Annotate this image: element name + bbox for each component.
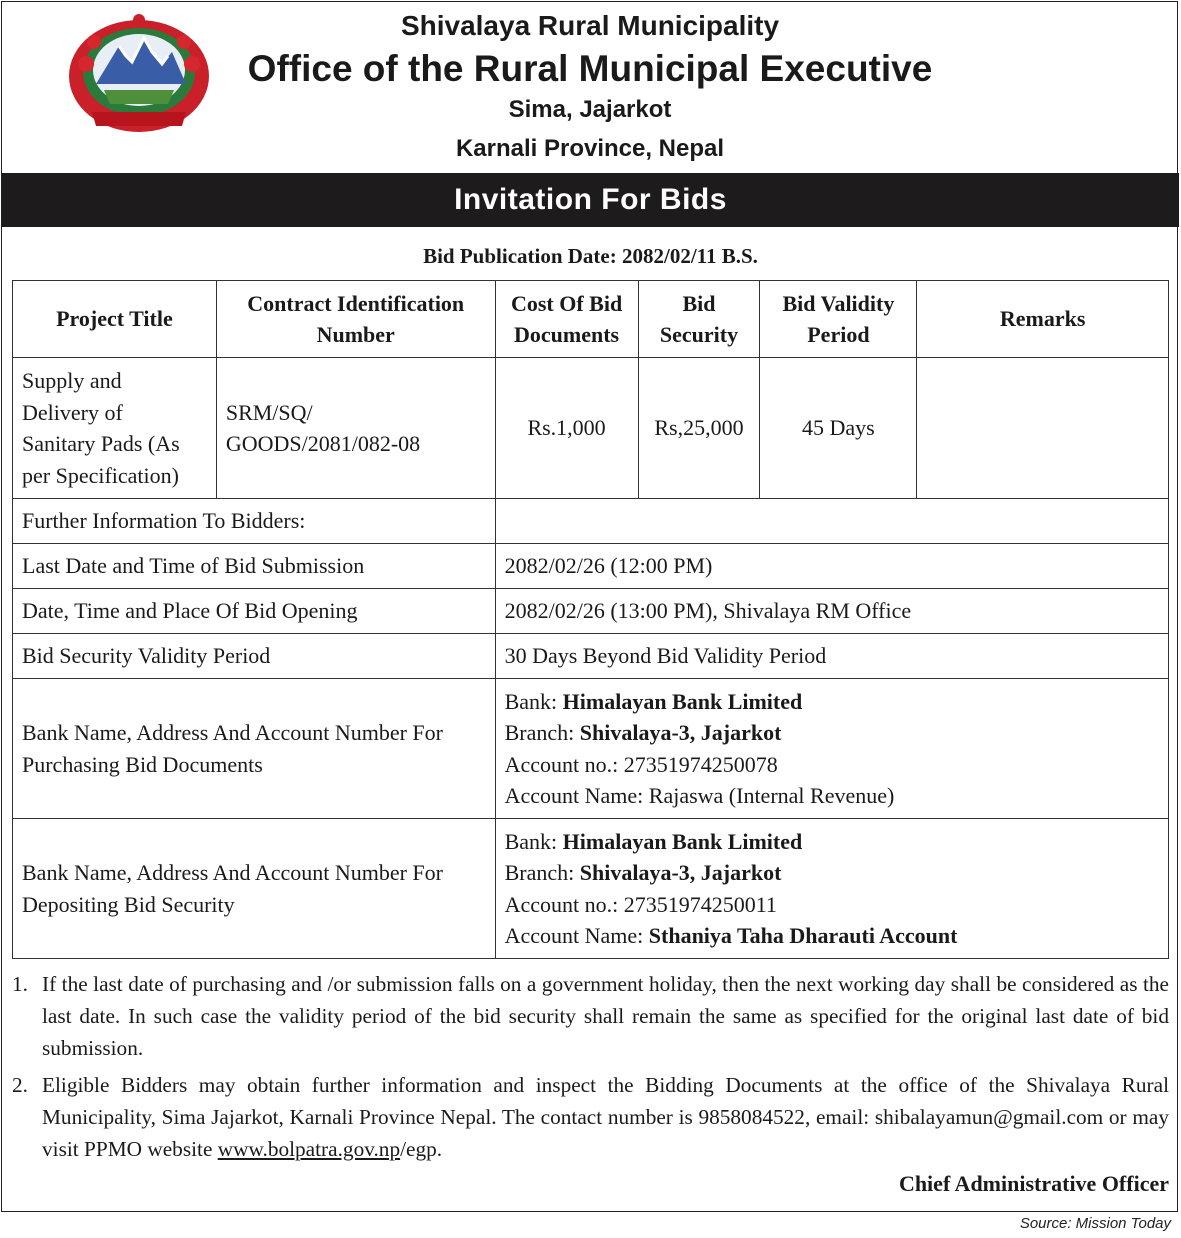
security-validity-label: Bid Security Validity Period [13, 634, 496, 679]
notice-title: Invitation For Bids [454, 183, 727, 216]
header-project-title: Project Title [13, 281, 217, 358]
purchase-bank-label: Bank Name, Address And Account Number For Purchasing Bid Documents [13, 679, 496, 819]
table-row [13, 544, 1169, 589]
table-row [13, 358, 1169, 499]
cell-bid-validity: 45 Days [760, 358, 917, 499]
opening-label: Date, Time and Place Of Bid Opening [13, 589, 496, 634]
bid-table [12, 280, 1169, 959]
cell-cost: Rs.1,000 [495, 358, 638, 499]
cell-remarks [917, 358, 1169, 499]
deposit-bank-label: Bank Name, Address And Account Number For Depositing Bid Security [13, 819, 496, 959]
table-row [13, 499, 1169, 544]
office-province: Karnali Province, Nepal [455, 135, 725, 162]
source-credit: Source: Mission Today [1019, 1215, 1171, 1232]
signatory: Chief Administrative Officer [898, 1171, 1169, 1196]
further-info-label: Further Information To Bidders: [13, 499, 496, 544]
office-title: Office of the Rural Municipal Executive [247, 48, 933, 89]
table-row [13, 589, 1169, 634]
opening-value: 2082/02/26 (13:00 PM), Shivalaya RM Office [495, 589, 1168, 634]
notes-list [12, 968, 1169, 1170]
table-row [13, 819, 1169, 959]
purchase-bank-details: Bank: Himalayan Bank Limited Branch: Shivalaya-3, Jajarkot Account no.: 27351974250078 Account Name: Rajaswa (Internal Revenue) [495, 679, 1168, 819]
publication-date: Bid Publication Date: 2082/02/11 B.S. [423, 244, 758, 268]
list-item: 1. If the last date of purchasing and /or submission falls on a government holiday, then the next working day shall be considered as the last date. In such case the validity period of the bid security shall remain the same as specified for the original last date of bid submission. [12, 972, 1169, 1060]
table-header-row [13, 281, 1169, 358]
further-info-value [495, 499, 1168, 544]
header-contract-id: Contract Identification Number [216, 281, 495, 358]
header-remarks: Remarks [917, 281, 1169, 358]
table-row [13, 634, 1169, 679]
header-bid-validity: Bid Validity Period [760, 281, 917, 358]
cell-contract-id: SRM/SQ/ GOODS/2081/082-08 [216, 358, 495, 499]
header-bid-security: Bid Security [638, 281, 760, 358]
cell-project-title: Supply and Delivery of Sanitary Pads (As per Specification) [13, 358, 217, 499]
municipality-name: Shivalaya Rural Municipality [400, 10, 780, 41]
list-item: 2. Eligible Bidders may obtain further information and inspect the Bidding Documents at the office of the Shivalaya Rural Municipality, Sima Jajarkot, Karnali Province Nepal. The contact number is 9858084522, email: shibalayamun@gmail.com or may visit PPMO website www.bolpatra.gov.np/egp. [12, 1073, 1169, 1161]
bolpatra-link[interactable]: www.bolpatra.gov.np [217, 1137, 401, 1161]
header-cost: Cost Of Bid Documents [495, 281, 638, 358]
office-address: Sima, Jajarkot [508, 96, 672, 123]
last-date-label: Last Date and Time of Bid Submission [13, 544, 496, 589]
cell-bid-security: Rs,25,000 [638, 358, 760, 499]
table-row [13, 679, 1169, 819]
notice-title-bar [2, 173, 1179, 227]
last-date-value: 2082/02/26 (12:00 PM) [495, 544, 1168, 589]
security-validity-value: 30 Days Beyond Bid Validity Period [495, 634, 1168, 679]
deposit-bank-details: Bank: Himalayan Bank Limited Branch: Shivalaya-3, Jajarkot Account no.: 27351974250011 Account Name: Sthaniya Taha Dharauti Account [495, 819, 1168, 959]
nepal-emblem-icon [64, 12, 214, 140]
